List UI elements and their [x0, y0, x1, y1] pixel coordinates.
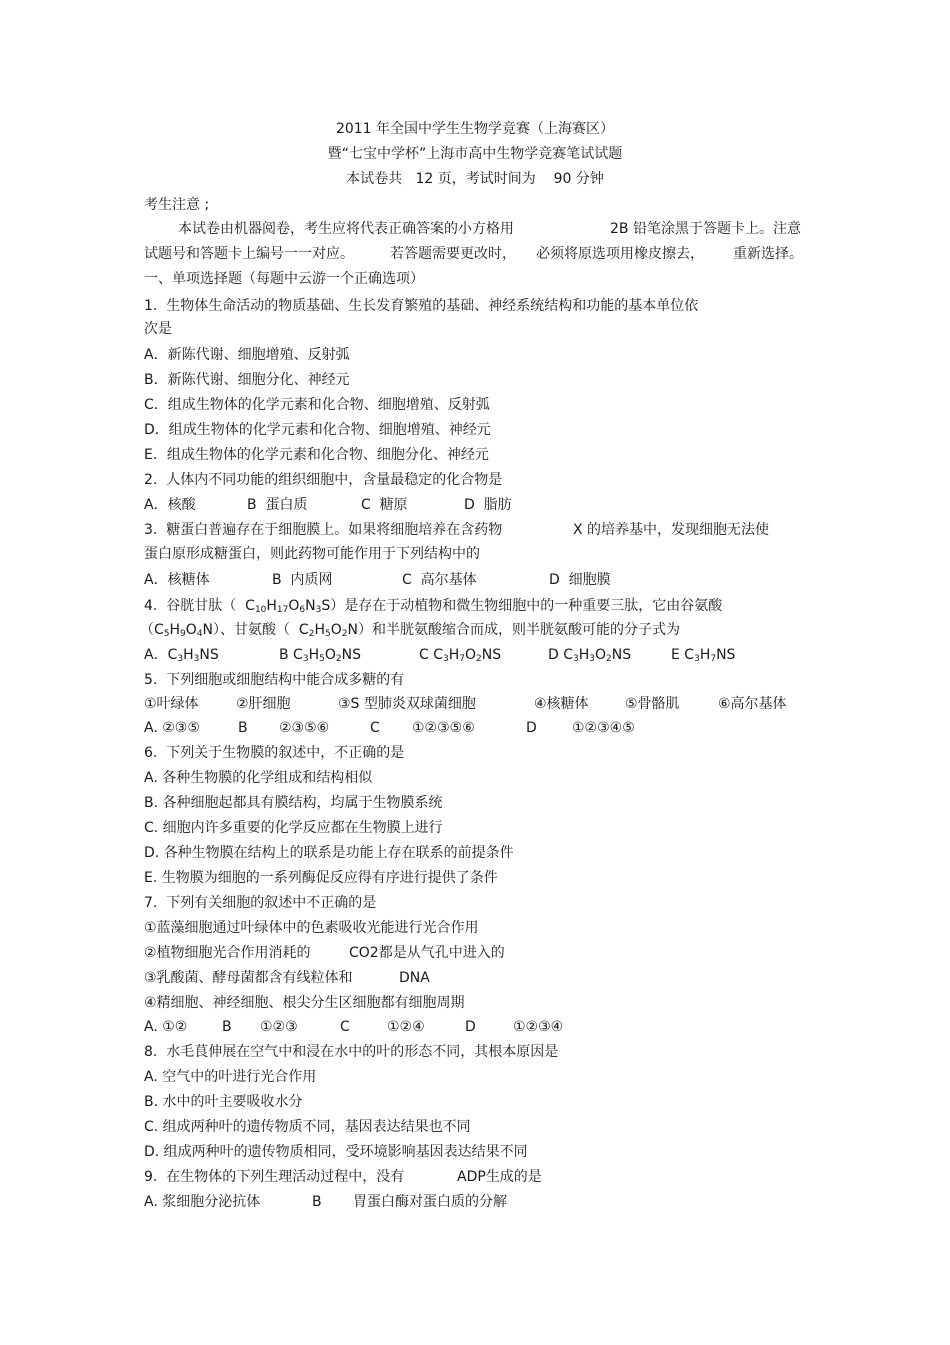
q3-option-c: C 高尔基体 [402, 572, 477, 588]
q5-option-a: A. ②③⑤ [144, 720, 200, 736]
q8-option-a: A. 空气中的叶进行光合作用 [144, 1069, 317, 1085]
q3-option-a: A．核糖体 [144, 572, 210, 588]
q3-stem-1b: X 的培养基中，发现细胞无法使 [573, 522, 770, 538]
q6-option-d: D. 各种生物膜在结构上的联系是功能上存在联系的前提条件 [144, 845, 514, 861]
q6-option-b: B. 各种细胞起都具有膜结构，均属于生物膜系统 [144, 795, 443, 811]
q1-option-e: E．组成生物体的化学元素和化合物、细胞分化、神经元 [144, 447, 489, 463]
q4-stem-1: 4. 谷胱甘肽（ $C_{10}H_{17}O_6N_3S$）是存在于动植物和微生物细胞中的一种重要三肽，它由谷氨酸 [144, 598, 723, 615]
q6-stem: 6. 下列关于生物膜的叙述中，不正确的是 [144, 745, 405, 761]
section-heading: 一、单项选择题（每题中云游一个正确选项） [144, 271, 424, 287]
q4-option-c: C $C_3H_7O_2NS$ [419, 647, 502, 664]
q4-stem-2: $(C_5H_9O_4N)$、甘氨酸（ $C_2H_5O_2N$）和半胱氨酸缩合而成，则半胱氨酸可能的分子式为 [140, 622, 680, 639]
q9-option-b: 胃蛋白酶对蛋白质的分解 [353, 1194, 507, 1210]
exam-title: 2011 年全国中学生生物学竞赛（上海赛区） [335, 121, 615, 137]
q7-option-d-label: D [465, 1019, 476, 1035]
notice-line-1a: 本试卷由机器阅卷，考生应将代表正确答案的小方格用 [178, 221, 514, 237]
q5-option-c-label: C [370, 720, 380, 736]
q1-option-c: C．组成生物体的化学元素和化合物、细胞增殖、反射弧 [144, 397, 490, 413]
notice-line-1b: 2B 铅笔涂黑于答题卡上。注意 [610, 221, 801, 237]
q9-stem-1: 9. 在生物体的下列生理活动过程中，没有 [144, 1169, 405, 1185]
q5-item-5: ⑤骨骼肌 [625, 696, 680, 712]
notice-line-2c: 必须将原选项用橡皮擦去， [536, 246, 704, 262]
q7-stem: 7. 下列有关细胞的叙述中不正确的是 [144, 895, 377, 911]
q9-stem-2: ADP生成的是 [457, 1169, 542, 1185]
q1-stem-2: 次是 [144, 321, 172, 337]
q5-item-4: ④核糖体 [534, 696, 589, 712]
notice-label: 考生注意 ; [144, 197, 210, 213]
q1-stem-1: 1. 生物体生命活动的物质基础、生长发育繁殖的基础、神经系统结构和功能的基本单位依 [144, 298, 699, 314]
q6-option-a: A. 各种生物膜的化学组成和结构相似 [144, 770, 373, 786]
q7-item-2a: ②植物细胞光合作用消耗的 [144, 945, 311, 961]
q7-item-3a: ③乳酸菌、酵母菌都含有线粒体和 [144, 970, 353, 986]
q7-item-2b: CO2都是从气孔中进入的 [349, 945, 505, 961]
q7-option-b: ①②③ [260, 1019, 298, 1035]
q2-option-d: D 脂肪 [464, 497, 512, 513]
q3-option-b: B 内质网 [272, 572, 333, 588]
q8-stem: 8. 水毛茛伸展在空气中和浸在水中的叶的形态不同，其根本原因是 [144, 1044, 559, 1060]
q4-option-e: E $C_3H_7NS$ [671, 647, 736, 664]
notice-line-2a: 试题号和答题卡上编号一一对应。 [144, 246, 354, 262]
notice-line-2d: 重新选择。 [733, 246, 803, 262]
q8-option-d: D. 组成两种叶的遗传物质相同，受环境影响基因表达结果不同 [144, 1144, 528, 1160]
q2-option-b: B 蛋白质 [247, 497, 308, 513]
q5-item-3: ③S 型肺炎双球菌细胞 [338, 696, 476, 712]
q6-option-e: E. 生物膜为细胞的一系列酶促反应得有序进行提供了条件 [144, 870, 498, 886]
exam-title-2: 暨“七宝中学杯”上海市高中生物学竞赛笔试试题 [327, 146, 623, 162]
q8-option-b: B. 水中的叶主要吸收水分 [144, 1094, 303, 1110]
q7-option-a: A. ①② [144, 1019, 188, 1035]
q5-item-1: ①叶绿体 [144, 696, 199, 712]
q9-option-a: A. 浆细胞分泌抗体 [144, 1194, 261, 1210]
q4-option-d: D $C_3H_3O_2NS$ [548, 647, 632, 664]
q9-option-b-label: B [312, 1194, 322, 1210]
q1-option-a: A．新陈代谢、细胞增殖、反射弧 [144, 347, 350, 363]
q8-option-c: C. 组成两种叶的遗传物质不同，基因表达结果也不同 [144, 1119, 471, 1135]
q5-option-d-label: D [526, 720, 537, 736]
notice-line-2b: 若答题需要更改时， [390, 246, 516, 262]
exam-subtitle: 本试卷共 12 页，考试时间为 90 分钟 [346, 171, 604, 187]
q5-option-b: ②③⑤⑥ [279, 720, 330, 736]
q7-item-3b: DNA [399, 970, 430, 986]
q2-option-c: C 糖原 [361, 497, 408, 513]
q7-item-1: ①蓝藻细胞通过叶绿体中的色素吸收光能进行光合作用 [144, 920, 479, 936]
q6-option-c: C. 细胞内许多重要的化学反应都在生物膜上进行 [144, 820, 443, 836]
q5-option-d: ①②③④⑤ [572, 720, 635, 736]
q7-option-c: ①②④ [387, 1019, 425, 1035]
q5-stem: 5. 下列细胞或细胞结构中能合成多糖的有 [144, 672, 405, 688]
q3-stem-1a: 3. 糖蛋白普遍存在于细胞膜上。如果将细胞培养在含药物 [144, 522, 503, 538]
q7-item-4: ④精细胞、神经细胞、根尖分生区细胞都有细胞周期 [144, 995, 465, 1011]
q3-option-d: D 细胞膜 [549, 572, 611, 588]
q3-stem-2: 蛋白原形成糖蛋白，则此药物可能作用于下列结构中的 [144, 546, 480, 562]
q2-option-a: A．核酸 [144, 497, 196, 513]
q1-option-b: B．新陈代谢、细胞分化、神经元 [144, 372, 350, 388]
q5-option-c: ①②③⑤⑥ [412, 720, 475, 736]
q4-option-a: A．$C_3H_3NS$ [144, 647, 219, 664]
q5-item-6: ⑥高尔基体 [718, 696, 787, 712]
q7-option-b-label: B [222, 1019, 232, 1035]
q7-option-d: ①②③④ [513, 1019, 564, 1035]
q5-item-2: ②肝细胞 [236, 696, 291, 712]
q5-option-b-label: B [238, 720, 248, 736]
q7-option-c-label: C [340, 1019, 350, 1035]
q1-option-d: D．组成生物体的化学元素和化合物、细胞增殖、神经元 [144, 422, 491, 438]
q4-option-b: B $C_3H_5O_2NS$ [279, 647, 361, 664]
q2-stem: 2. 人体内不同功能的组织细胞中，含量最稳定的化合物是 [144, 472, 503, 488]
